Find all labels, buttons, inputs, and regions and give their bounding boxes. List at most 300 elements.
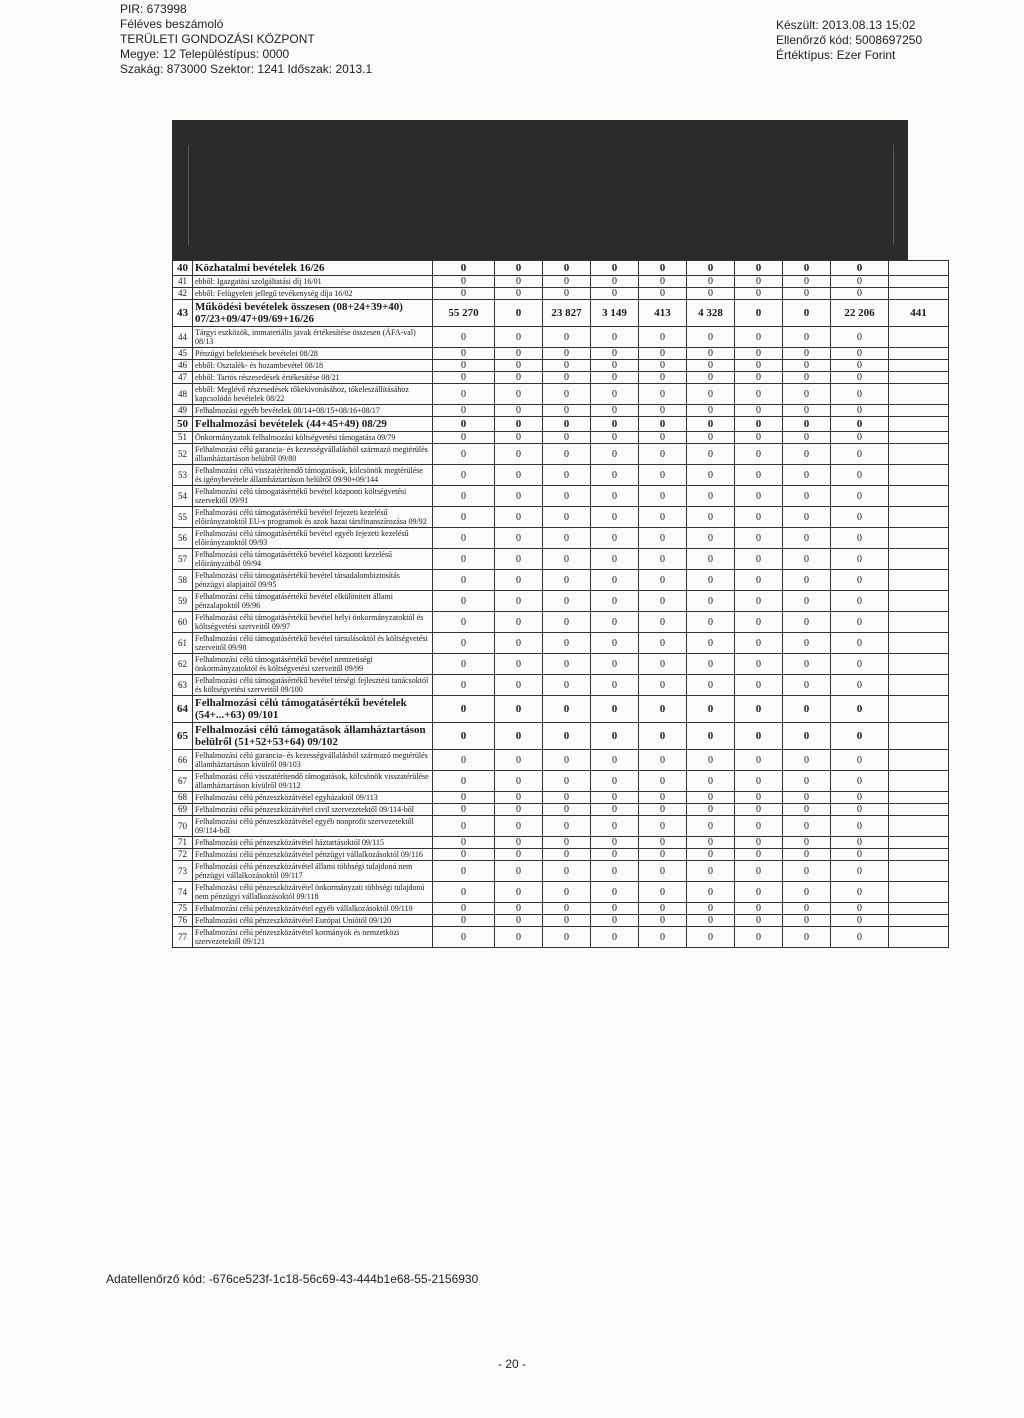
value-cell: 0: [495, 861, 543, 882]
value-cell: [889, 405, 949, 417]
row-number: 67: [173, 771, 193, 792]
value-cell: 0: [591, 771, 639, 792]
value-cell: 0: [639, 723, 687, 750]
value-cell: 0: [591, 804, 639, 816]
value-cell: 0: [591, 591, 639, 612]
check-code: Ellenőrző kód: 5008697250: [776, 33, 923, 47]
value-cell: 0: [687, 486, 735, 507]
value-cell: 0: [433, 633, 495, 654]
row-number: 44: [173, 327, 193, 348]
table-row: [173, 804, 949, 816]
value-cell: 0: [495, 771, 543, 792]
value-cell: 0: [735, 771, 783, 792]
value-cell: 0: [783, 696, 831, 723]
value-cell: 0: [495, 528, 543, 549]
table-row: [173, 849, 949, 861]
value-cell: 0: [543, 882, 591, 903]
value-cell: 0: [433, 882, 495, 903]
value-cell: 0: [591, 528, 639, 549]
value-cell: 0: [639, 675, 687, 696]
value-cell: 0: [783, 570, 831, 591]
value-cell: 0: [783, 633, 831, 654]
value-cell: 0: [735, 654, 783, 675]
row-label: Felhalmozási célú támogatásértékű bevétel egyéb fejezeti kezelésű előirányzatoktól 09/93: [193, 528, 433, 549]
value-cell: [889, 771, 949, 792]
value-cell: 0: [639, 417, 687, 432]
row-number: 42: [173, 288, 193, 300]
value-cell: 0: [831, 276, 889, 288]
value-cell: 0: [433, 654, 495, 675]
value-cell: 0: [735, 444, 783, 465]
value-cell: [889, 549, 949, 570]
value-cell: 0: [495, 654, 543, 675]
value-cell: 0: [495, 882, 543, 903]
value-cell: 0: [543, 432, 591, 444]
value-cell: 0: [591, 792, 639, 804]
row-number: 41: [173, 276, 193, 288]
value-cell: 0: [543, 528, 591, 549]
value-cell: 0: [543, 675, 591, 696]
row-label: Felhalmozási célú garancia- és kezességvállalásból származó megtérülés államháztartáson belülről 09/80: [193, 444, 433, 465]
value-cell: 0: [543, 444, 591, 465]
table-row: [173, 372, 949, 384]
value-cell: 0: [639, 507, 687, 528]
value-cell: 0: [591, 432, 639, 444]
value-cell: 0: [831, 804, 889, 816]
value-cell: 0: [543, 612, 591, 633]
data-check-code: Adatellenőrző kód: -676ce523f-1c18-56c69-43-444b1e68-55-2156930: [106, 1272, 479, 1286]
value-cell: 0: [639, 591, 687, 612]
row-number: 64: [173, 696, 193, 723]
value-cell: 0: [687, 654, 735, 675]
value-cell: 0: [591, 288, 639, 300]
row-number: 73: [173, 861, 193, 882]
value-cell: 0: [783, 432, 831, 444]
value-cell: 0: [433, 549, 495, 570]
value-cell: 0: [783, 723, 831, 750]
row-label: ebből: Meglévő részesedések tőkekivonásához, tőkeleszállításához kapcsolódó bevételek 08/22: [193, 384, 433, 405]
value-cell: 0: [433, 360, 495, 372]
value-cell: 0: [831, 750, 889, 771]
value-cell: 0: [543, 927, 591, 948]
report-type: Féléves beszámoló: [120, 17, 224, 31]
value-cell: 0: [735, 633, 783, 654]
value-cell: 0: [495, 633, 543, 654]
value-cell: 0: [591, 486, 639, 507]
value-cell: 0: [495, 570, 543, 591]
value-cell: 0: [831, 507, 889, 528]
value-cell: 0: [591, 675, 639, 696]
value-cell: 0: [543, 507, 591, 528]
value-cell: 0: [543, 915, 591, 927]
value-cell: 0: [433, 612, 495, 633]
value-cell: 0: [639, 861, 687, 882]
value-cell: 0: [735, 723, 783, 750]
value-cell: 0: [433, 348, 495, 360]
table-row: [173, 507, 949, 528]
value-cell: 0: [831, 771, 889, 792]
row-label: Felhalmozási célú pénzeszközátvétel kormányok és nemzetközi szervezetektől 09/121: [193, 927, 433, 948]
value-cell: 0: [433, 816, 495, 837]
row-number: 72: [173, 849, 193, 861]
value-cell: 0: [591, 507, 639, 528]
value-cell: 0: [735, 417, 783, 432]
value-cell: 0: [543, 633, 591, 654]
value-cell: 0: [687, 882, 735, 903]
value-cell: 0: [639, 570, 687, 591]
value-cell: 0: [639, 486, 687, 507]
value-cell: 0: [687, 384, 735, 405]
value-cell: 0: [687, 816, 735, 837]
value-cell: 0: [433, 528, 495, 549]
value-cell: 0: [639, 372, 687, 384]
value-cell: 0: [433, 723, 495, 750]
value-cell: [889, 750, 949, 771]
value-cell: 0: [831, 288, 889, 300]
value-cell: 0: [687, 507, 735, 528]
value-cell: 0: [543, 288, 591, 300]
row-label: Felhalmozási célú visszatérítendő támogatások, kölcsönök megtérülése és igénybevétele államháztartáson belülről 09/90+09/144: [193, 465, 433, 486]
value-cell: 0: [639, 927, 687, 948]
value-cell: 0: [831, 675, 889, 696]
value-cell: 0: [639, 750, 687, 771]
value-cell: 0: [783, 549, 831, 570]
value-cell: 0: [783, 300, 831, 327]
value-cell: 0: [687, 465, 735, 486]
value-cell: 0: [543, 723, 591, 750]
table-row: [173, 882, 949, 903]
row-label: Felhalmozási célú támogatások államháztartáson belülről (51+52+53+64) 09/102: [193, 723, 433, 750]
value-cell: 0: [591, 750, 639, 771]
value-cell: 0: [687, 261, 735, 276]
value-cell: 0: [735, 816, 783, 837]
value-cell: 0: [591, 837, 639, 849]
value-cell: 0: [783, 372, 831, 384]
value-cell: 0: [783, 903, 831, 915]
table-row: [173, 549, 949, 570]
value-cell: 0: [433, 849, 495, 861]
row-label: Működési bevételek összesen (08+24+39+40) 07/23+09/47+09/69+16/26: [193, 300, 433, 327]
value-cell: 0: [639, 804, 687, 816]
value-cell: 0: [543, 696, 591, 723]
value-cell: 0: [433, 288, 495, 300]
value-cell: [889, 528, 949, 549]
value-cell: 0: [639, 903, 687, 915]
row-number: 48: [173, 384, 193, 405]
row-number: 59: [173, 591, 193, 612]
value-cell: 0: [495, 444, 543, 465]
value-cell: 0: [687, 804, 735, 816]
table-row: [173, 444, 949, 465]
value-cell: 0: [687, 861, 735, 882]
value-cell: 0: [687, 348, 735, 360]
row-number: 70: [173, 816, 193, 837]
value-cell: 0: [831, 816, 889, 837]
value-cell: 0: [543, 903, 591, 915]
value-cell: 0: [687, 549, 735, 570]
value-cell: [889, 633, 949, 654]
table-row: [173, 465, 949, 486]
value-cell: 0: [433, 405, 495, 417]
value-cell: 0: [783, 927, 831, 948]
value-cell: 0: [543, 816, 591, 837]
value-cell: 0: [831, 432, 889, 444]
value-cell: 0: [495, 486, 543, 507]
value-cell: 0: [495, 276, 543, 288]
row-number: 63: [173, 675, 193, 696]
value-cell: 0: [495, 327, 543, 348]
value-cell: [889, 288, 949, 300]
value-cell: 0: [687, 276, 735, 288]
value-cell: 0: [735, 528, 783, 549]
value-cell: 0: [433, 861, 495, 882]
value-cell: 0: [639, 348, 687, 360]
value-cell: 0: [495, 432, 543, 444]
row-number: 52: [173, 444, 193, 465]
table-row: [173, 591, 949, 612]
value-cell: 0: [495, 723, 543, 750]
value-cell: 0: [735, 882, 783, 903]
value-cell: 0: [495, 384, 543, 405]
row-number: 53: [173, 465, 193, 486]
value-cell: 0: [687, 849, 735, 861]
row-number: 40: [173, 261, 193, 276]
row-number: 61: [173, 633, 193, 654]
value-cell: 0: [433, 915, 495, 927]
row-label: Tárgyi eszközök, immateriális javak értékesítése összesen (ÁFA-val) 08/13: [193, 327, 433, 348]
value-cell: 0: [831, 861, 889, 882]
value-cell: 0: [687, 927, 735, 948]
value-cell: 0: [495, 804, 543, 816]
value-cell: [889, 360, 949, 372]
table-row: [173, 837, 949, 849]
value-cell: 0: [783, 486, 831, 507]
value-cell: 0: [687, 360, 735, 372]
value-cell: 0: [735, 486, 783, 507]
value-cell: 0: [433, 384, 495, 405]
value-cell: 0: [783, 882, 831, 903]
row-number: 76: [173, 915, 193, 927]
value-cell: 0: [783, 771, 831, 792]
value-cell: 0: [687, 723, 735, 750]
value-cell: 0: [495, 612, 543, 633]
value-cell: [889, 903, 949, 915]
value-cell: 0: [831, 348, 889, 360]
value-cell: 0: [639, 528, 687, 549]
row-number: 58: [173, 570, 193, 591]
value-cell: 55 270: [433, 300, 495, 327]
value-cell: 0: [591, 276, 639, 288]
row-label: Felhalmozási célú támogatásértékű bevétel társadalombiztosítás pénzügyi alapjaitól 09/95: [193, 570, 433, 591]
value-cell: 0: [735, 750, 783, 771]
value-cell: 0: [783, 915, 831, 927]
value-cell: 0: [687, 696, 735, 723]
value-cell: 0: [783, 261, 831, 276]
value-cell: 0: [591, 612, 639, 633]
value-cell: 0: [543, 861, 591, 882]
value-cell: 0: [687, 750, 735, 771]
value-cell: 0: [831, 792, 889, 804]
row-label: Önkormányzatok felhalmozási költségvetési támogatása 09/79: [193, 432, 433, 444]
value-cell: 0: [831, 549, 889, 570]
value-cell: 0: [433, 903, 495, 915]
row-number: 47: [173, 372, 193, 384]
value-cell: 0: [543, 792, 591, 804]
value-cell: 0: [639, 288, 687, 300]
table-row: [173, 360, 949, 372]
value-cell: 0: [735, 549, 783, 570]
row-number: 74: [173, 882, 193, 903]
value-cell: 0: [591, 861, 639, 882]
value-cell: 0: [831, 927, 889, 948]
value-cell: 0: [543, 276, 591, 288]
value-cell: 0: [735, 903, 783, 915]
value-cell: 0: [687, 432, 735, 444]
value-cell: 0: [433, 417, 495, 432]
row-number: 50: [173, 417, 193, 432]
value-cell: 0: [543, 849, 591, 861]
report-header-left: [120, 2, 372, 77]
value-cell: 0: [735, 288, 783, 300]
value-cell: [889, 348, 949, 360]
value-cell: 0: [831, 837, 889, 849]
institution-name: TERÜLETI GONDOZÁSI KÖZPONT: [120, 32, 315, 46]
value-cell: [889, 417, 949, 432]
value-cell: [889, 804, 949, 816]
value-cell: 0: [543, 549, 591, 570]
table-row: [173, 276, 949, 288]
value-cell: 0: [735, 696, 783, 723]
value-cell: 0: [639, 465, 687, 486]
value-cell: 0: [831, 591, 889, 612]
value-cell: 0: [433, 792, 495, 804]
value-cell: 0: [639, 633, 687, 654]
value-cell: 0: [687, 444, 735, 465]
value-cell: 0: [831, 417, 889, 432]
value-cell: [889, 696, 949, 723]
value-cell: 0: [735, 360, 783, 372]
redacted-header-block: [172, 120, 908, 260]
row-number: 43: [173, 300, 193, 327]
value-cell: [889, 570, 949, 591]
value-cell: 0: [783, 507, 831, 528]
value-cell: 0: [831, 612, 889, 633]
value-cell: [889, 837, 949, 849]
value-cell: 0: [433, 276, 495, 288]
row-label: ebből: Osztalék- és hozambevétel 08/18: [193, 360, 433, 372]
table-row: [173, 723, 949, 750]
value-cell: 0: [831, 372, 889, 384]
value-cell: 0: [735, 861, 783, 882]
value-cell: 0: [591, 927, 639, 948]
row-label: Felhalmozási célú támogatásértékű bevétel fejezeti kezelésű előirányzatoktól EU-s programok és azok hazai társfinanszírozása 09/92: [193, 507, 433, 528]
value-cell: 0: [639, 432, 687, 444]
row-label: Felhalmozási célú támogatásértékű bevétel nemzetiségi önkormányzatoktól és költségvetési szerveitől 09/99: [193, 654, 433, 675]
value-cell: 0: [687, 675, 735, 696]
table-row: [173, 384, 949, 405]
value-cell: 0: [591, 327, 639, 348]
value-cell: [889, 276, 949, 288]
value-cell: 0: [783, 417, 831, 432]
row-label: Felhalmozási célú pénzeszközátvétel pénzügyi vállalkozásoktól 09/116: [193, 849, 433, 861]
value-cell: 3 149: [591, 300, 639, 327]
value-cell: 0: [783, 750, 831, 771]
table-row: [173, 486, 949, 507]
value-cell: 0: [433, 444, 495, 465]
value-cell: 0: [687, 327, 735, 348]
value-cell: 0: [495, 837, 543, 849]
value-cell: [889, 372, 949, 384]
table-row: [173, 432, 949, 444]
value-cell: 0: [495, 750, 543, 771]
value-cell: [889, 927, 949, 948]
value-cell: 0: [735, 372, 783, 384]
value-cell: 0: [591, 696, 639, 723]
value-cell: 0: [687, 915, 735, 927]
table-row: [173, 633, 949, 654]
value-cell: 0: [543, 804, 591, 816]
row-label: Felhalmozási célú pénzeszközátvétel állami többségi tulajdonú nem pénzügyi vállalkozásoktól 09/117: [193, 861, 433, 882]
value-cell: 0: [495, 915, 543, 927]
value-cell: 0: [687, 591, 735, 612]
value-cell: 0: [687, 417, 735, 432]
value-cell: 0: [495, 792, 543, 804]
value-cell: 0: [735, 675, 783, 696]
value-cell: 0: [591, 915, 639, 927]
value-cell: 0: [639, 792, 687, 804]
row-label: Felhalmozási célú támogatásértékű bevétel társulásoktól és költségvetési szerveitől 09/98: [193, 633, 433, 654]
table-row: [173, 417, 949, 432]
table-row: [173, 792, 949, 804]
row-label: Felhalmozási bevételek (44+45+49) 08/29: [193, 417, 433, 432]
value-cell: 0: [591, 405, 639, 417]
value-cell: 0: [783, 348, 831, 360]
value-cell: 0: [543, 417, 591, 432]
row-label: Felhalmozási célú pénzeszközátvétel háztartásoktól 09/115: [193, 837, 433, 849]
value-cell: 0: [495, 675, 543, 696]
value-cell: 0: [591, 816, 639, 837]
value-cell: 0: [543, 327, 591, 348]
table-row: [173, 675, 949, 696]
value-cell: 0: [639, 915, 687, 927]
page-number: - 20 -: [498, 1357, 527, 1371]
value-cell: [889, 432, 949, 444]
redacted-header-lines: [188, 145, 894, 245]
value-cell: 0: [495, 591, 543, 612]
table-row: [173, 861, 949, 882]
row-label: Felhalmozási célú támogatásértékű bevétel központi kezelésű előirányzatból 09/94: [193, 549, 433, 570]
value-cell: [889, 444, 949, 465]
value-cell: 0: [543, 486, 591, 507]
table-row: [173, 327, 949, 348]
value-cell: 4 328: [687, 300, 735, 327]
value-cell: [889, 327, 949, 348]
row-label: Felhalmozási célú garancia- és kezességvállalásból származó megtérülés államháztartáson kívülről 09/103: [193, 750, 433, 771]
value-cell: 0: [831, 360, 889, 372]
value-cell: 0: [543, 570, 591, 591]
value-cell: 0: [495, 360, 543, 372]
value-cell: 0: [639, 384, 687, 405]
value-cell: 0: [639, 882, 687, 903]
row-label: Felhalmozási egyéb bevételek 08/14+08/15+08/16+08/17: [193, 405, 433, 417]
value-cell: 0: [543, 591, 591, 612]
table-row: [173, 570, 949, 591]
value-cell: 0: [687, 405, 735, 417]
table-row: [173, 300, 949, 327]
value-cell: 0: [639, 612, 687, 633]
value-cell: 0: [495, 417, 543, 432]
value-cell: 0: [687, 288, 735, 300]
